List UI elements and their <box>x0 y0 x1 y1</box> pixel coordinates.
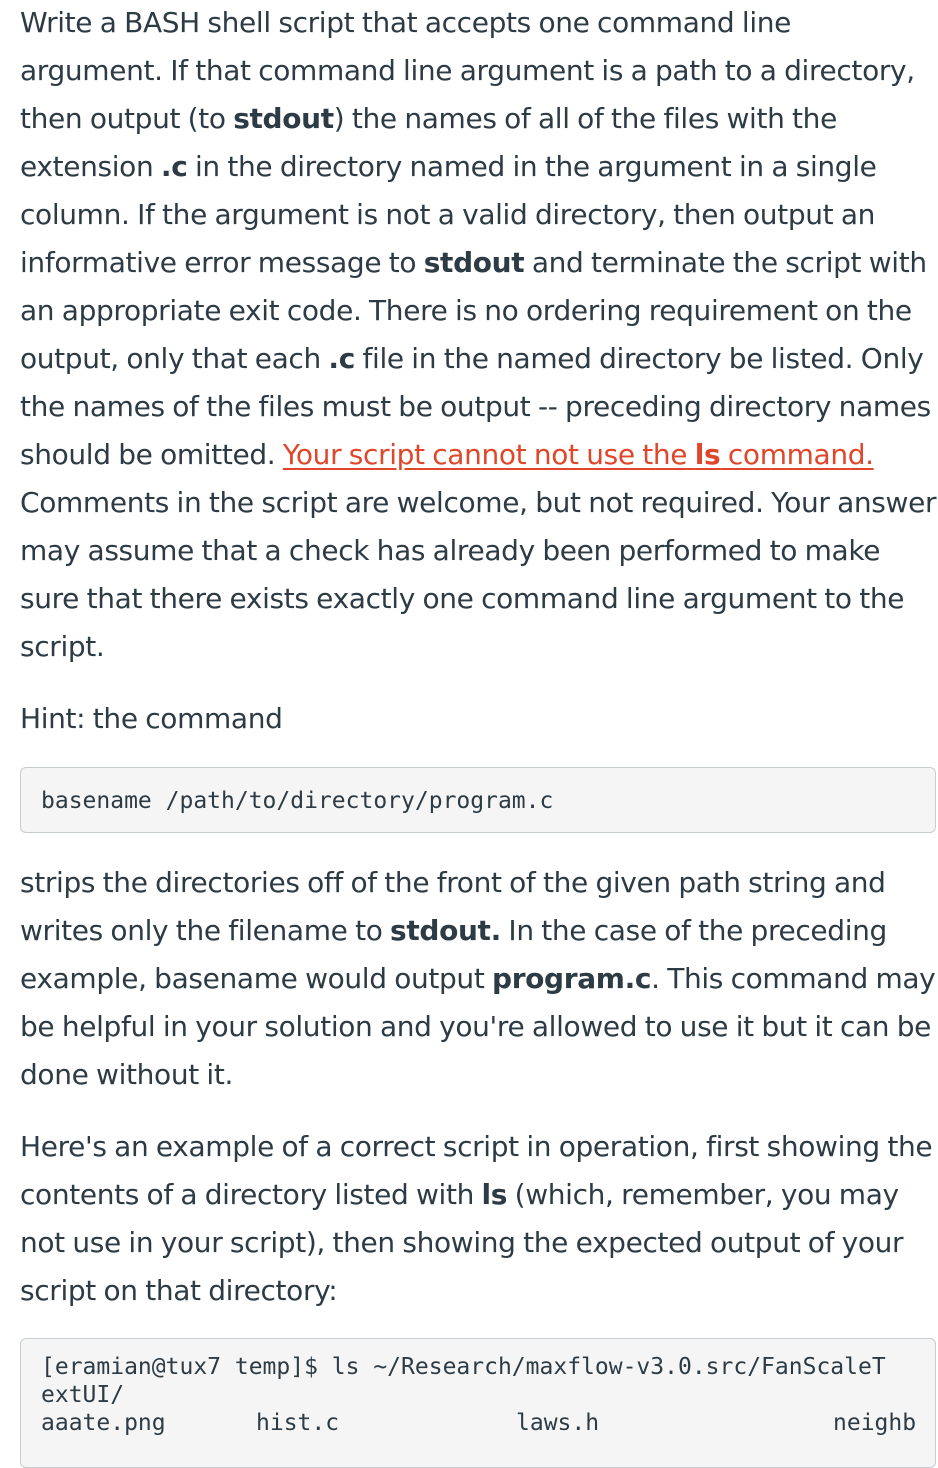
text-run: Write a BASH shell script that accepts one command line argument. If that command line argument is a path to a directory, then output (to <box>20 6 915 135</box>
bold-ls: ls <box>481 1178 508 1211</box>
text-run: file in the named directory be listed. Only the names of the files must be output -- preceding directory names should be omitted. <box>20 342 931 471</box>
warning-text: Your script cannot not use the <box>282 438 695 471</box>
example-intro-paragraph <box>20 1123 938 1315</box>
hint-text: Hint: the command <box>20 702 283 735</box>
text-run: and terminate the script with an appropriate exit code. There is no ordering requirement on the output, only that each <box>20 246 927 375</box>
basename-code-block: basename /path/to/directory/program.c <box>20 767 936 833</box>
text-run: in the directory named in the argument in a single column. If the argument is not a valid directory, then output an informative error message to <box>20 150 877 279</box>
text-run: In the case of the preceding example, basename would output <box>20 914 887 995</box>
no-ls-warning <box>283 438 874 471</box>
bold-c-extension: .c <box>160 150 188 183</box>
bold-stdout: stdout <box>233 102 334 135</box>
file-entry: neighb <box>833 1410 917 1436</box>
warning-text: command. <box>720 438 874 471</box>
bold-c-extension: .c <box>328 342 355 375</box>
bold-stdout: stdout. <box>390 914 501 947</box>
file-entry: laws.h <box>516 1410 600 1436</box>
text-run: . This command may be helpful in your solution and you're allowed to use it but it can be done without it. <box>20 962 936 1091</box>
bold-stdout: stdout <box>423 246 525 279</box>
text-run: (which, remember, you may not use in your script), then showing the expected output of your script on that directory: <box>20 1178 904 1307</box>
file-entry: aaate.png <box>41 1410 166 1436</box>
directory-listing-row <box>41 1409 915 1437</box>
terminal-example-block <box>20 1338 936 1468</box>
bold-program-c: program.c <box>492 962 652 995</box>
text-run: strips the directories off of the front of the given path string and writes only the filename to <box>20 866 886 947</box>
basename-explanation-paragraph <box>20 859 938 1099</box>
terminal-command-line: [eramian@tux7 temp]$ ls ~/Research/maxflow-v3.0.src/FanScaleT <box>41 1354 886 1380</box>
text-run: Here's an example of a correct script in operation, first showing the contents of a directory listed with <box>20 1130 933 1211</box>
file-entry: hist.c <box>256 1410 340 1436</box>
instructions-paragraph <box>20 0 938 671</box>
text-run: Comments in the script are welcome, but not required. Your answer may assume that a check has already been performed to make sure that there exists exactly one command line argument to the script. <box>20 486 937 663</box>
text-run: ) the names of all of the files with the extension <box>20 102 837 183</box>
terminal-command-line-continued: extUI/ <box>41 1382 125 1408</box>
warning-bold-ls: ls <box>694 438 721 471</box>
